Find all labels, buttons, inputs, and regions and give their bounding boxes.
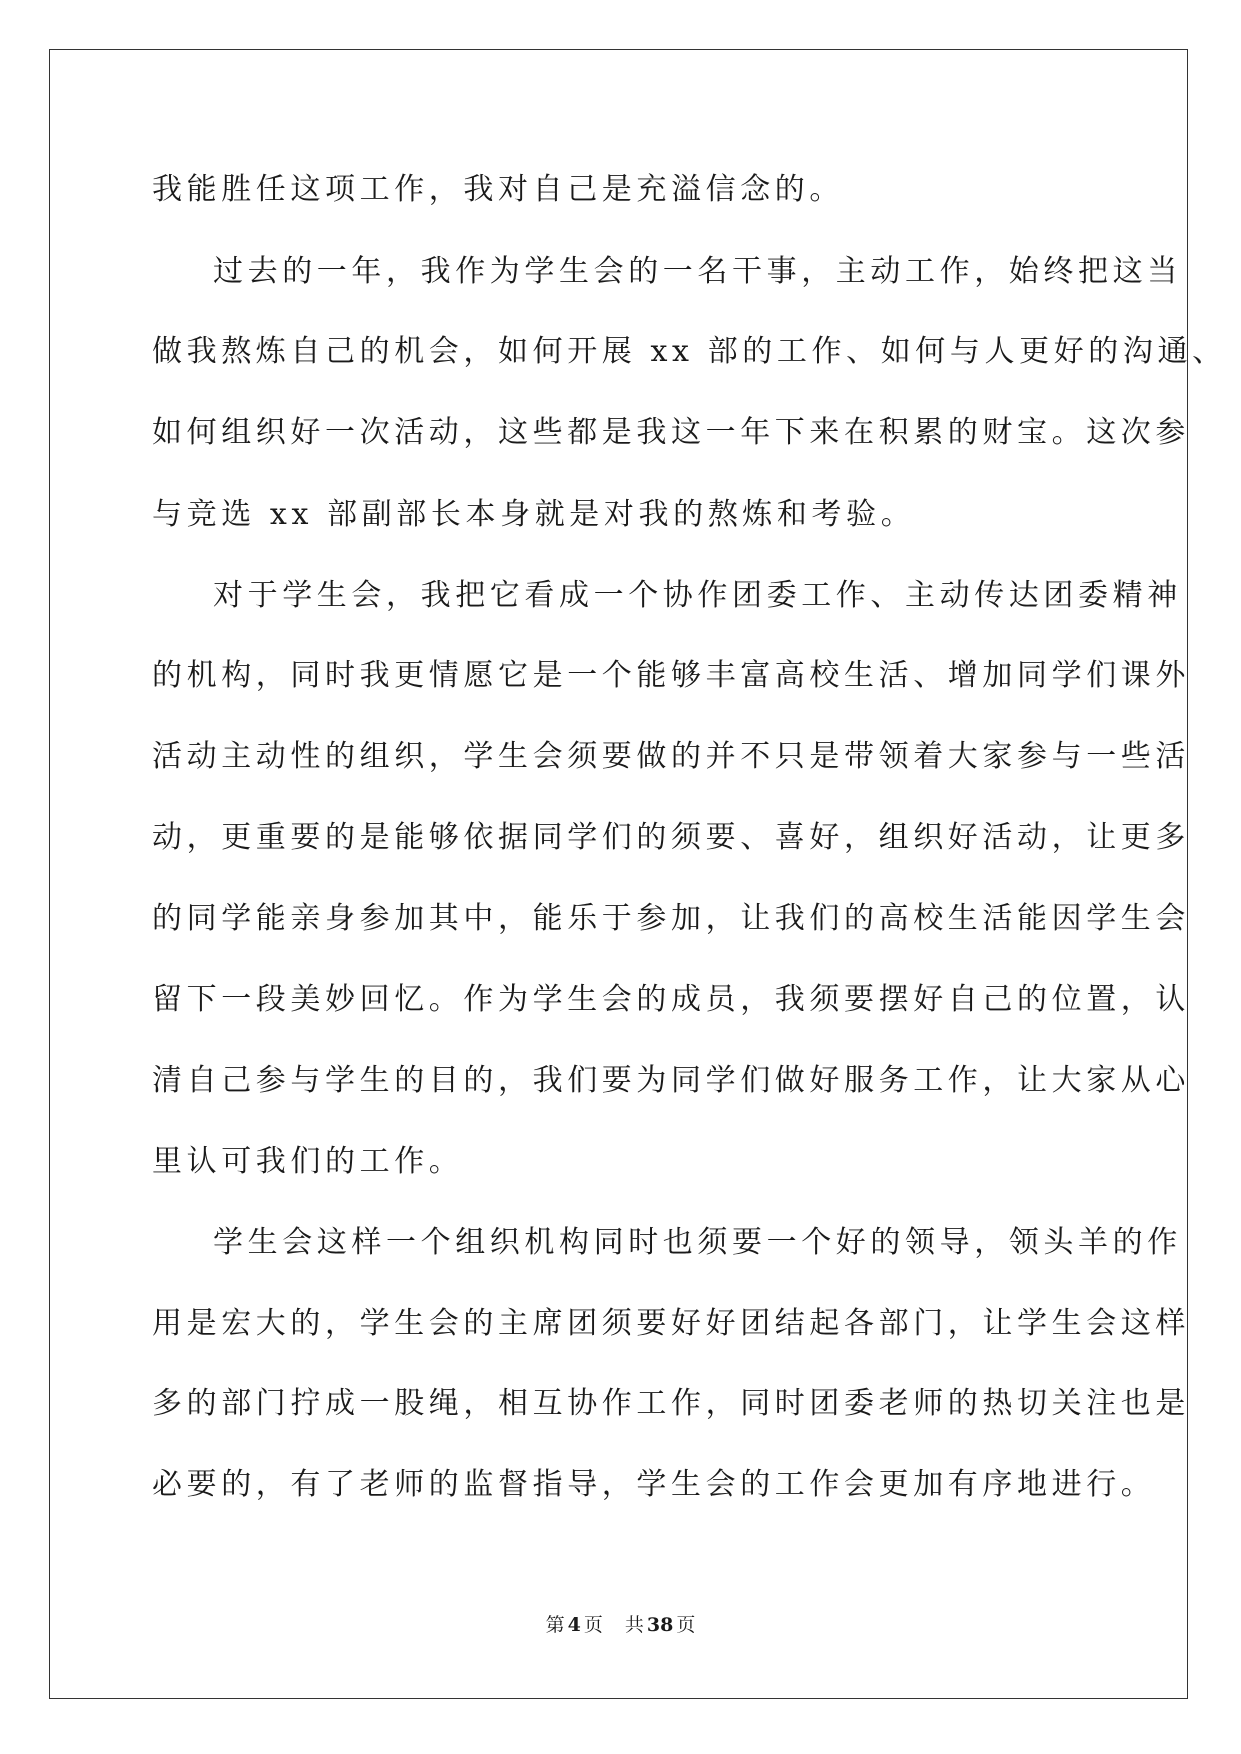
- text-line: 与竞选 xx 部副部长本身就是对我的熬炼和考验。: [152, 497, 916, 532]
- total-prefix: 共: [624, 1614, 644, 1636]
- text-line: 过去的一年，我作为学生会的一名干事，主动工作，始终把这当: [213, 254, 1182, 289]
- text-line: 学生会这样一个组织机构同时也须要一个好的领导，领头羊的作: [213, 1225, 1182, 1260]
- text-line: 如何组织好一次活动，这些都是我这一年下来在积累的财宝。这次参: [152, 415, 1190, 450]
- text-line: 动，更重要的是能够依据同学们的须要、喜好，组织好活动，让更多: [152, 820, 1190, 855]
- page-border: [49, 49, 1188, 1699]
- text-line: 清自己参与学生的目的，我们要为同学们做好服务工作，让大家从心: [152, 1063, 1190, 1098]
- page-footer: [0, 1613, 1241, 1637]
- text-line: 做我熬炼自己的机会，如何开展 xx 部的工作、如何与人更好的沟通、: [152, 334, 1227, 369]
- total-pages-number: 38: [646, 1614, 674, 1636]
- text-line: 活动主动性的组织，学生会须要做的并不只是带领着大家参与一些活: [152, 739, 1190, 774]
- total-suffix: 页: [676, 1614, 696, 1636]
- text-line: 必要的，有了老师的监督指导，学生会的工作会更加有序地进行。: [152, 1467, 1156, 1502]
- text-line: 我能胜任这项工作，我对自己是充溢信念的。: [152, 172, 844, 207]
- text-line: 多的部门拧成一股绳，相互协作工作，同时团委老师的热切关注也是: [152, 1386, 1190, 1421]
- text-line: 的同学能亲身参加其中，能乐于参加，让我们的高校生活能因学生会: [152, 901, 1190, 936]
- text-line: 对于学生会，我把它看成一个协作团委工作、主动传达团委精神: [213, 578, 1182, 613]
- text-line: 用是宏大的，学生会的主席团须要好好团结起各部门，让学生会这样: [152, 1306, 1190, 1341]
- page-suffix: 页: [583, 1614, 603, 1636]
- text-line: 里认可我们的工作。: [152, 1144, 464, 1179]
- page-prefix: 第: [545, 1614, 565, 1636]
- current-page-number: 4: [567, 1614, 581, 1636]
- text-line: 的机构，同时我更情愿它是一个能够丰富高校生活、增加同学们课外: [152, 658, 1190, 693]
- text-line: 留下一段美妙回忆。作为学生会的成员，我须要摆好自己的位置，认: [152, 982, 1190, 1017]
